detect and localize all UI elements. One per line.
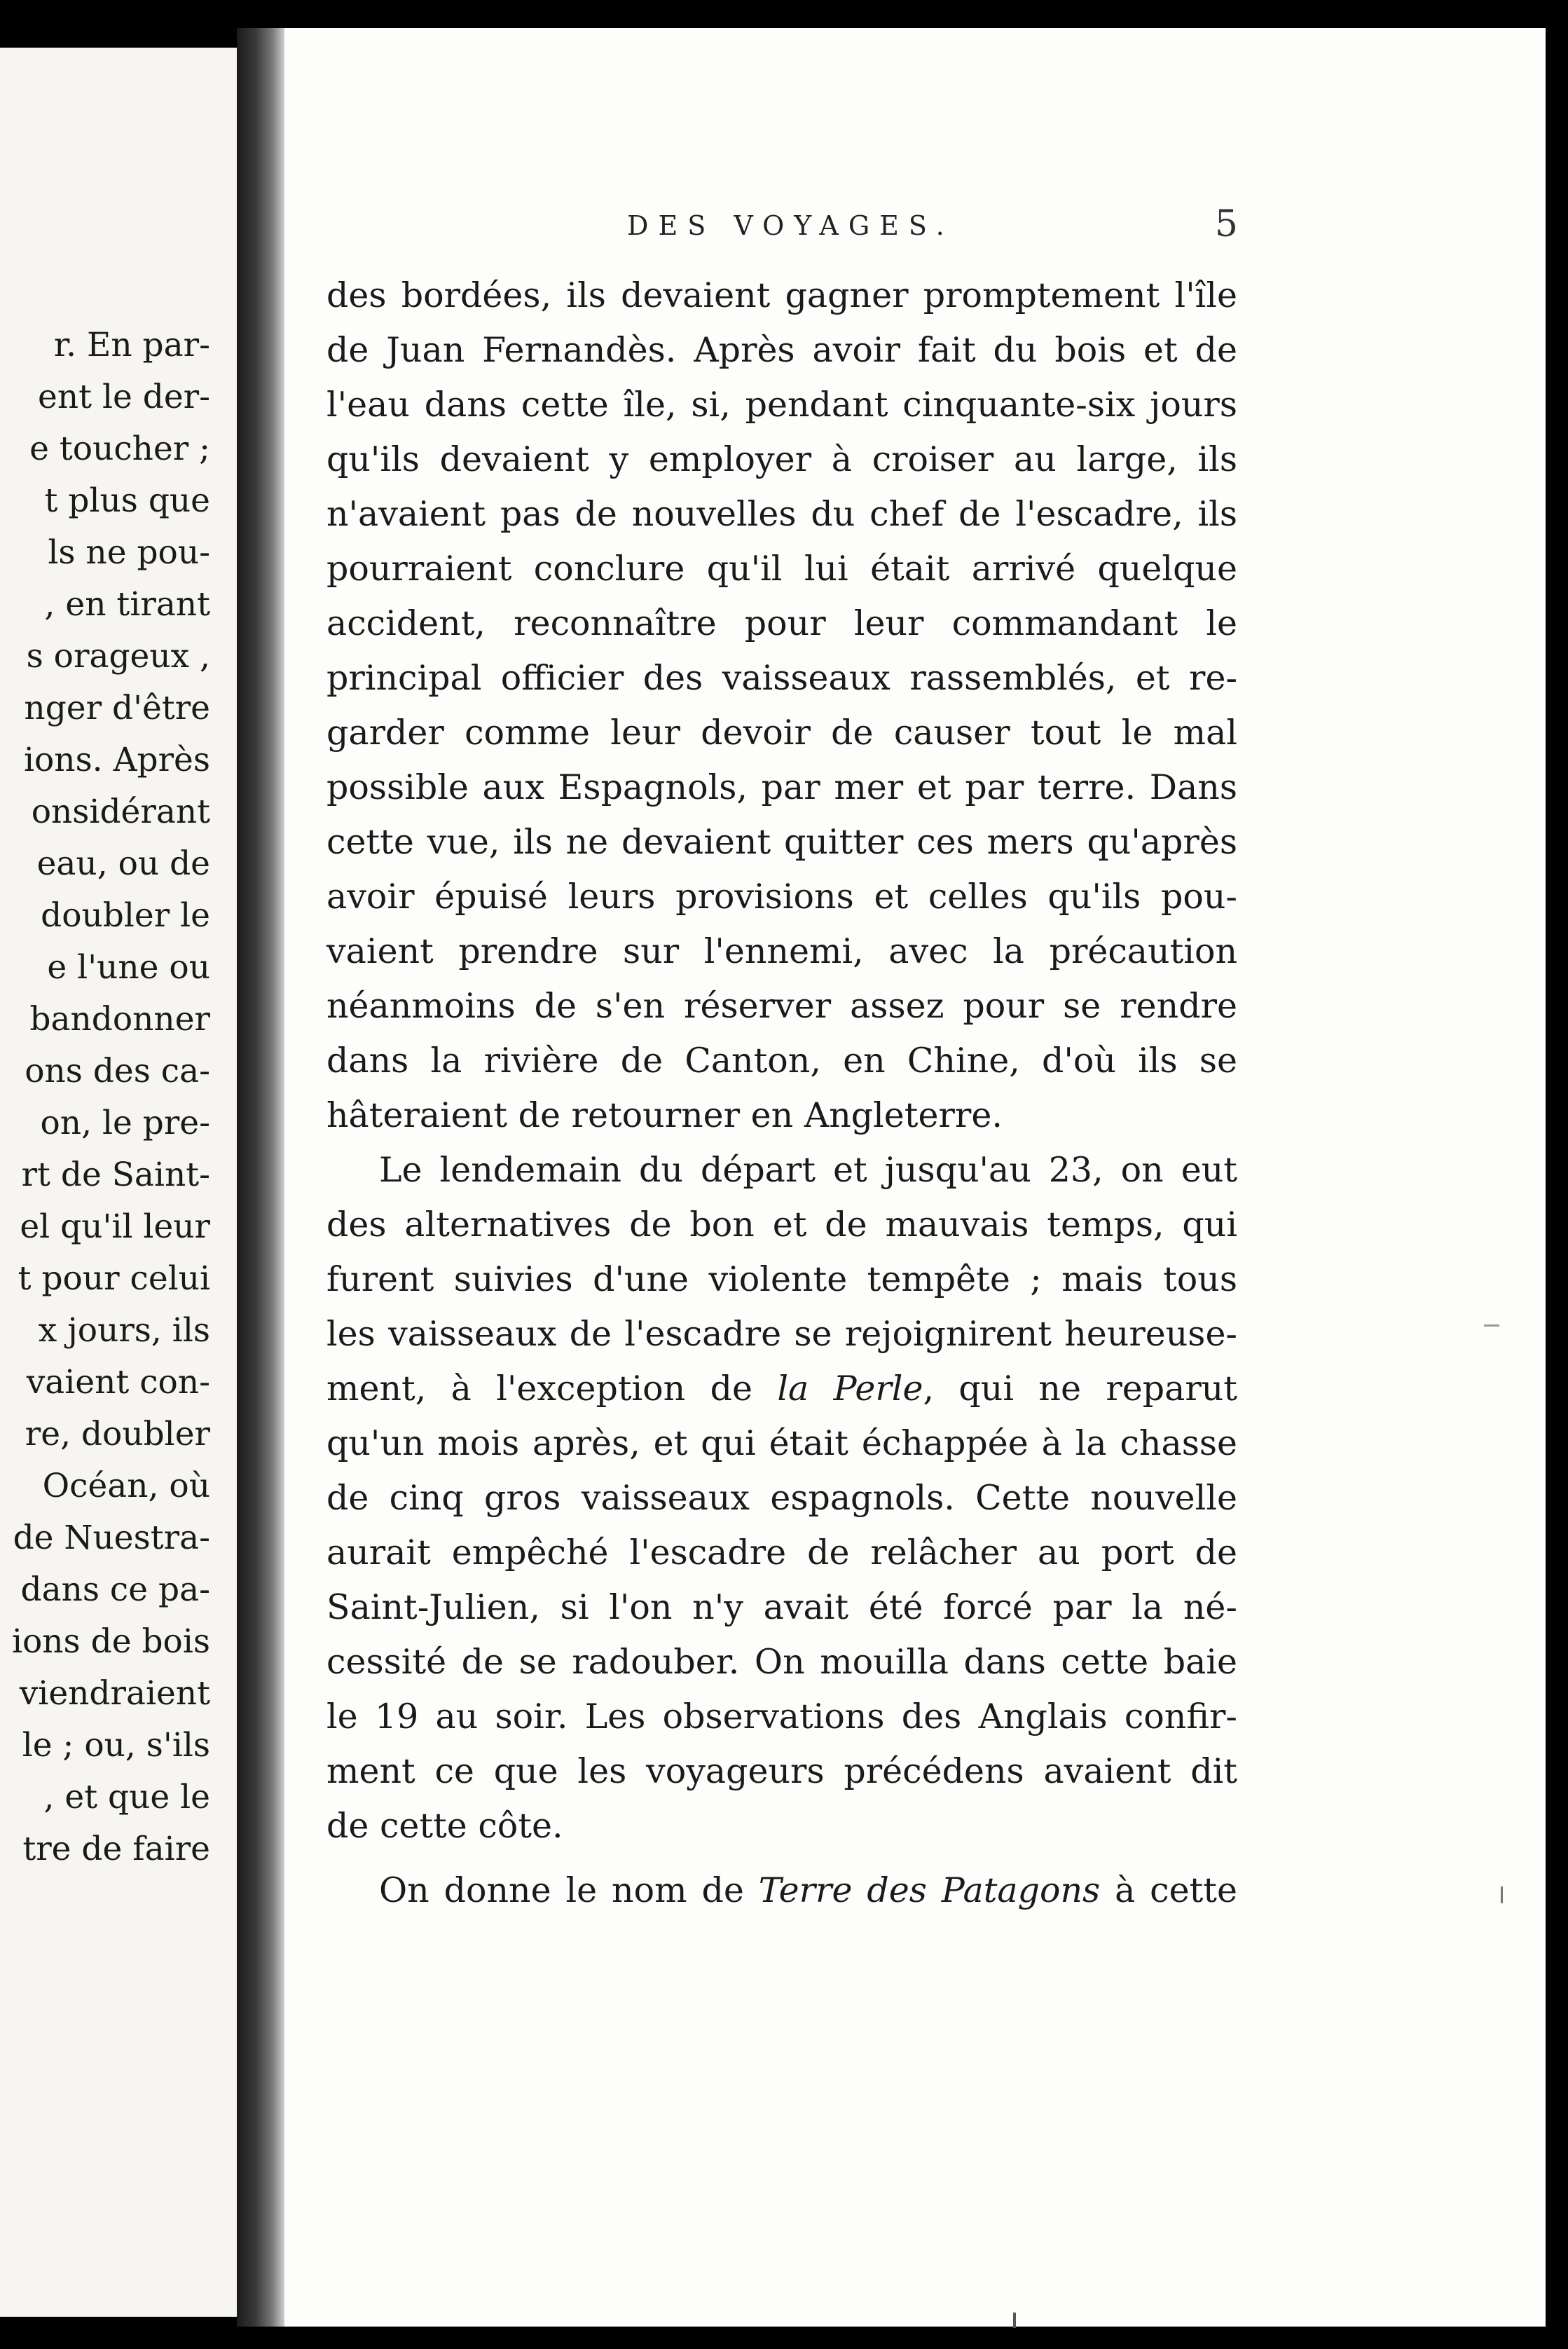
scan-speck [1013, 2313, 1016, 2328]
left-page-line: t pour celui [18, 1259, 210, 1298]
text-line-with-ship-name [326, 1362, 1237, 1416]
left-page-line: Océan, où [42, 1467, 210, 1505]
left-page-line: on, le pre- [40, 1104, 210, 1142]
left-page-line: nger d'être [24, 689, 210, 727]
page-number: 5 [1214, 203, 1238, 245]
left-page-line: ions de bois [11, 1622, 210, 1661]
left-page-line: eau, ou de [36, 844, 210, 883]
text-line: possible aux Espagnols, par mer et par terre. Dans [326, 767, 1237, 807]
left-page-line: viendraient [19, 1674, 210, 1713]
left-page-line: , en tirant [44, 585, 210, 624]
left-page-line: doubler le [41, 896, 210, 935]
left-page-line: ions. Après [23, 741, 210, 779]
text-fragment: à cette [1100, 1870, 1237, 1910]
text-fragment: ment, à l'exception de [326, 1369, 778, 1409]
running-title: DES VOYAGES. [627, 210, 954, 241]
text-line: de cinq gros vaisseaux espagnols. Cette nouvelle [326, 1478, 1237, 1518]
scan-speck [1501, 1886, 1503, 1903]
body-text [326, 268, 1237, 1918]
text-line: pourraient conclure qu'il lui était arrivé quelque [326, 549, 1237, 589]
text-line: furent suivies d'une violente tempête ; mais tous [326, 1259, 1237, 1299]
left-page-line: ent le der- [38, 378, 210, 416]
text-line: garder comme leur devoir de causer tout le mal [326, 713, 1237, 753]
text-line: accident, reconnaître pour leur commandant le [326, 603, 1237, 643]
scan-speck [1484, 1324, 1499, 1327]
left-page-line: x jours, ils [38, 1311, 210, 1350]
left-page-line: ls ne pou- [48, 533, 210, 572]
left-page-line: r. En par- [53, 326, 210, 364]
running-head [347, 203, 1258, 252]
text-line: avoir épuisé leurs provisions et celles qu'ils pou- [326, 877, 1237, 917]
text-line: n'avaient pas de nouvelles du chef de l'escadre, ils [326, 494, 1237, 534]
left-page-line: le ; ou, s'ils [22, 1726, 210, 1765]
left-page-line: , et que le [43, 1778, 210, 1816]
text-line: aurait empêché l'escadre de relâcher au port de [326, 1533, 1237, 1573]
text-line: qu'un mois après, et qui était échappée à la chasse [326, 1423, 1237, 1463]
left-page-line: vaient con- [26, 1363, 210, 1402]
left-page-line: t plus que [44, 481, 210, 520]
text-line: vaient prendre sur l'ennemi, avec la précaution [326, 931, 1237, 971]
text-fragment: , qui ne reparut [923, 1369, 1237, 1409]
text-line: cessité de se radouber. On mouilla dans cette baie [326, 1642, 1237, 1682]
place-name: Terre des Patagons [758, 1870, 1101, 1910]
left-page-line: e toucher ; [29, 430, 210, 468]
text-line-with-place-name [326, 1863, 1237, 1918]
left-page-line: el qu'il leur [20, 1207, 210, 1246]
text-line: principal officier des vaisseaux rassemblés, et re- [326, 658, 1237, 698]
text-line: de Juan Fernandès. Après avoir fait du bois et de [326, 330, 1237, 370]
text-line: Saint-Julien, si l'on n'y avait été forcé par la né- [326, 1587, 1237, 1627]
text-fragment: On donne le nom de [379, 1870, 759, 1910]
left-page-line: bandonner [29, 1000, 210, 1039]
left-page-line: rt de Saint- [21, 1156, 210, 1194]
text-line: Le lendemain du départ et jusqu'au 23, on eut [379, 1150, 1237, 1190]
text-line: dans la rivière de Canton, en Chine, d'où ils se [326, 1041, 1237, 1081]
text-line: qu'ils devaient y employer à croiser au large, ils [326, 439, 1237, 479]
text-line: de cette côte. [326, 1806, 563, 1846]
left-page-line: re, doubler [25, 1415, 210, 1453]
left-page-line: tre de faire [22, 1830, 210, 1868]
text-line: cette vue, ils ne devaient quitter ces mers qu'après [326, 822, 1237, 862]
left-page-line: s orageux , [26, 637, 210, 676]
text-line: l'eau dans cette île, si, pendant cinquante-six jours [326, 385, 1237, 425]
left-page-line: ons des ca- [25, 1052, 210, 1090]
text-line: hâteraient de retourner en Angleterre. [326, 1095, 1003, 1135]
text-line: les vaisseaux de l'escadre se rejoignirent heureuse- [326, 1314, 1237, 1354]
left-page [0, 48, 237, 2317]
text-line: ment ce que les voyageurs précédens avaient dit [326, 1751, 1237, 1791]
left-page-line: de Nuestra- [13, 1519, 210, 1557]
left-page-line: dans ce pa- [20, 1570, 210, 1609]
book-gutter [237, 28, 284, 2327]
text-line: néanmoins de s'en réserver assez pour se rendre [326, 986, 1237, 1026]
text-line: le 19 au soir. Les observations des Anglais confir- [326, 1697, 1237, 1737]
text-line: des bordées, ils devaient gagner promptement l'île [326, 275, 1237, 315]
left-page-line: onsidérant [31, 793, 210, 831]
left-page-line: e l'une ou [47, 948, 210, 987]
text-line: des alternatives de bon et de mauvais temps, qui [326, 1205, 1237, 1245]
ship-name: la Perle [777, 1369, 923, 1409]
